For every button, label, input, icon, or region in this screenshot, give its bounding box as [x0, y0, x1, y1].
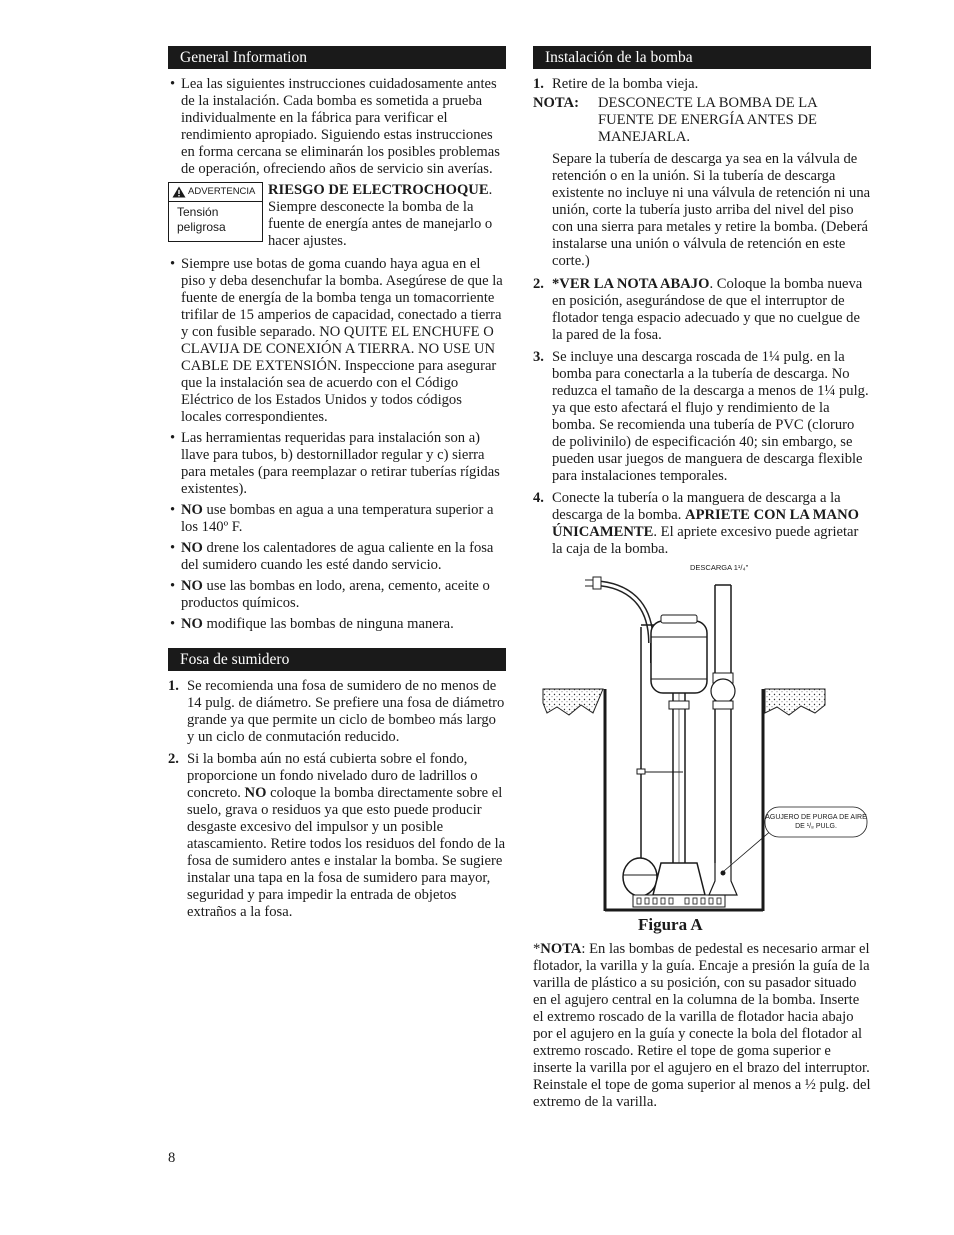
right-column: [533, 46, 871, 1126]
warning-block: [168, 182, 506, 250]
ground-right: [765, 689, 825, 715]
air-relief-hole: [721, 871, 726, 876]
list-item: • NO modifique las bombas de ninguna manera.: [168, 616, 506, 633]
figure-caption: Figura A: [638, 915, 703, 934]
warning-title-dot: .: [488, 182, 493, 198]
no-word: NO: [181, 502, 203, 518]
float-ball: [623, 858, 657, 896]
list-item: 2. *VER LA NOTA ABAJO. Coloque la bomba nueva en posición, asegurándose de que el interruptor de flotador tenga espacio adecuado y que no cuelgue de la pared de la fosa.: [533, 276, 863, 343]
list-item: 2. Si la bomba aún no está cubierta sobre el fondo, proporcione un fondo nivelado duro de ladrillos o concreto. NO coloque la bomba directamente sobre el suelo, grava o residuos ya que esto puede producir desgaste excesivo del impulsor y un posible atascamiento. Retire todos los residuos del fondo de la fosa de sumidero antes e instalar la bomba. Se sugiere instalar una tapa en la fosa de sumidero para mayor, seguridad y para impedir la entrada de objetos extraños a la fosa.: [168, 751, 506, 920]
list-item: • NO use bombas en agua a una temperatura superior a los 140º F.: [168, 502, 506, 536]
nota-text: DESCONECTE LA BOMBA DE LA FUENTE DE ENERGÍA ANTES DE MANEJARLA.: [598, 95, 817, 145]
warning-triangle-icon: [172, 186, 186, 198]
install-step-1: [533, 76, 871, 93]
warning-title: RIESGO DE ELECTROCHOQUE: [268, 182, 489, 198]
section-heading-fosa: Fosa de sumidero: [168, 648, 506, 671]
figure-a: [533, 563, 871, 934]
warning-text: [268, 182, 506, 250]
section-heading-general: General Information: [168, 46, 506, 69]
list-item: • NO drene los calentadores de agua caliente en la fosa del sumidero cuando les esté dando servicio.: [168, 540, 506, 574]
ground-left: [543, 689, 603, 715]
list-item: • NO use las bombas en lodo, arena, cemento, aceite o productos químicos.: [168, 578, 506, 612]
list-item: • Lea las siguientes instrucciones cuidadosamente antes de la instalación. Cada bomba es sometida a prueba individualmente en la fábrica para verificar el rendimiento apropiado. Siguiendo estas instrucciones en forma cercana se eliminarán los posibles problemas de operación, ofreciendo años de servicio sin averías.: [168, 76, 506, 178]
list-item: 3. Se incluye una descarga roscada de 1¼ pulg. en la bomba para conectarla a la tubería de descarga. No reduzca el tamaño de la descarga a menos de 1¼ pulg. ya que esto afectará el flujo y rendimiento de la bomba. Se recomienda una tubería de PVC (cloruro de polivinilo) de especificación 40; sin embargo, se pueden usar juegos de manguera de descarga flexible para instalaciones temporales.: [533, 349, 869, 484]
no-word: NO: [181, 540, 203, 556]
fosa-numbered-list: [168, 678, 506, 921]
list-item: 1. Se recomienda una fosa de sumidero de no menos de 14 pulg. de diámetro. Se prefiere una fosa de diámetro grande ya que permite un ciclo de bombeo más largo y un ciclo de conmutación reducido.: [168, 678, 505, 745]
warning-box-text: Tensión peligrosa: [177, 205, 226, 234]
plug-icon: [593, 577, 601, 589]
page-number: 8: [168, 1150, 176, 1166]
list-item: • Siempre use botas de goma cuando haya agua en el piso y deba desenchufar la bomba. Asegúrese de que la fuente de energía de la bomba tenga un tomacorriente trifilar de 15 amperios de capacidad, conectado a tierra y con fusible separado. NO QUITE EL ENCHUFE O CLAVIJA DE CONEXIÓN A TIERRA. NO USE UN CABLE DE EXTENSIÓN. Inspeccione para asegurar que la instalación sea de acuerdo con el Código Eléctrico de los Estados Unidos y todos códigos locales correspondientes.: [168, 256, 506, 426]
left-column: [168, 46, 506, 926]
separe-paragraph: Separe la tubería de descarga ya sea en la válvula de retención o en la unión. Si la tubería de descarga existente no incluye ni una válvula de retención ni una unión, corte la tubería justo arriba del nivel del piso con una sierra para metales y retire la bomba. (Deberá instalarse una unión o válvula de retención en este corte.): [552, 151, 871, 269]
pump-base: [653, 863, 705, 895]
warning-badge: [169, 183, 262, 202]
section-heading-instalacion: Instalación de la bomba: [533, 46, 871, 69]
pump-diagram: [533, 563, 871, 913]
list-item: • Las herramientas requeridas para instalación son a) llave para tubos, b) destornillador regular y c) sierra para metales (para reemplazar o retirar tuberías rígidas existentes).: [168, 430, 506, 498]
warning-badge-label: ADVERTENCIA: [188, 186, 256, 197]
safety-bullet-list: [168, 256, 506, 633]
descarga-label: DESCARGA 1¹/₄": [690, 563, 749, 572]
power-cord: [595, 583, 651, 643]
general-bullet-list: [168, 76, 506, 178]
list-item: 1. Retire de la bomba vieja.: [533, 76, 699, 92]
warning-box: [168, 182, 263, 242]
nota-block: [533, 95, 871, 146]
pump-motor: [651, 621, 707, 693]
note-paragraph: *NOTA: En las bombas de pedestal es necesario armar el flotador, la varilla y la guía. Encaje a presión la guía de la varilla de plástico a su posición, con su pasador situado en el agujero central en la columna de la bomba. Inserte el extremo roscado de la varilla de flotador hacia abajo por el agujero en la guía y conecte la bola del flotador al extremo roscado. Retire el tope de goma superior e inserte la varilla por el agujero en el brazo del interruptor. Reinstale el tope de goma superior al menos a ½ pulg. del extremo de la varilla.: [533, 941, 871, 1110]
no-word: NO: [181, 578, 203, 594]
agujero-label: AGUJERO DE PURGA DE AIRE DE ¹/₈ PULG.: [765, 814, 867, 830]
warning-body: Siempre desconecte la bomba de la fuente de energía antes de manejarlo o hacer ajustes.: [268, 199, 493, 249]
install-steps: [533, 276, 871, 558]
nota-label: NOTA:: [533, 95, 579, 111]
list-item: 4. Conecte la tubería o la manguera de descarga a la descarga de la bomba. APRIETE CON LA MANO ÚNICAMENTE. El apriete excesivo puede agrietar la caja de la bomba.: [533, 490, 859, 557]
no-word: NO: [181, 616, 203, 632]
